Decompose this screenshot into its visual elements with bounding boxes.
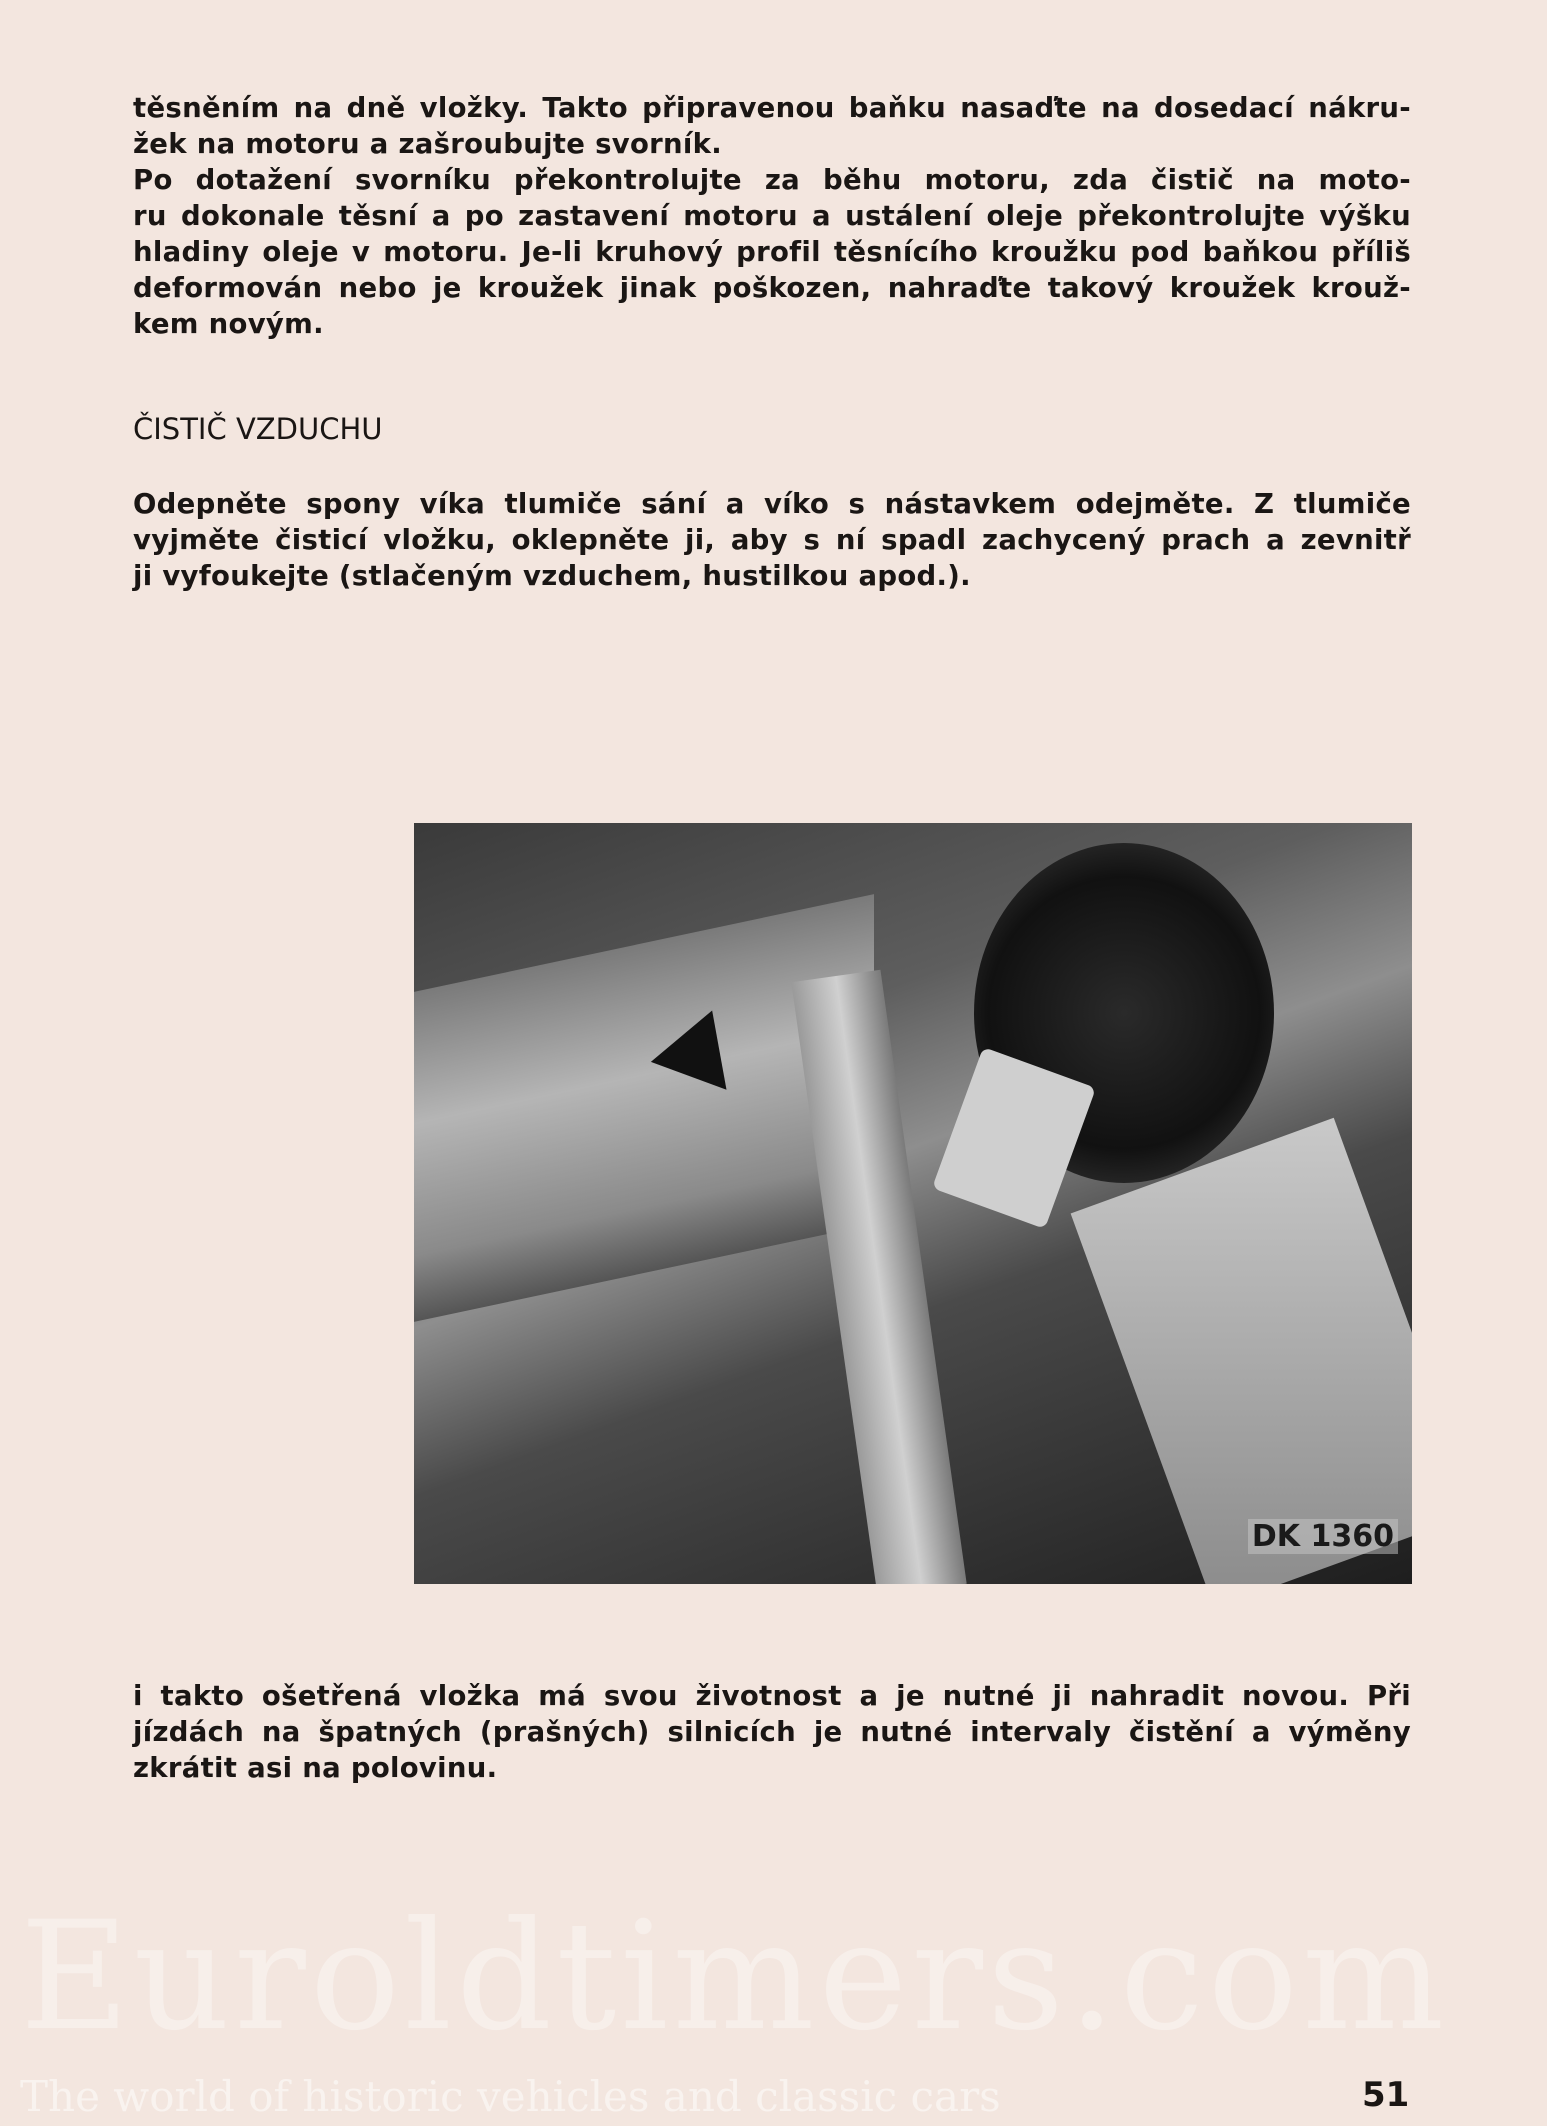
watermark-tagline: The world of historic vehicles and classic cars (20, 2072, 1001, 2121)
text-line: deformován nebo je kroužek jinak poškozen, nahraďte takový kroužek krouž- (133, 272, 1411, 304)
text-line: vyjměte čisticí vložku, oklepněte ji, aby s ní spadl zachycený prach a zevnitř (133, 524, 1411, 556)
text-line: Po dotažení svorníku překontrolujte za běhu motoru, zda čistič na moto- (133, 164, 1411, 196)
text-line: jízdách na špatných (prašných) silnicích je nutné intervaly čistění a výměny (133, 1716, 1411, 1748)
text-line: ru dokonale těsní a po zastavení motoru a ustálení oleje překontrolujte výšku (133, 200, 1411, 232)
intake-tube (791, 970, 966, 1584)
watermark-title: Euroldtimers.com (20, 1890, 1449, 2064)
text-line: hladiny oleje v motoru. Je-li kruhový profil těsnícího kroužku pod baňkou příliš (133, 236, 1411, 268)
paragraph-filter-life (133, 1678, 1411, 1786)
bracket (1071, 1118, 1412, 1584)
text-line: Odepněte spony víka tlumiče sání a víko s nástavkem odejměte. Z tlumiče (133, 488, 1411, 520)
section-heading: ČISTIČ VZDUCHU (133, 412, 383, 446)
text-line: kem novým. (133, 308, 324, 340)
paragraph-air-filter (133, 486, 1411, 594)
text-line: ji vyfoukejte (stlačeným vzduchem, hustilkou apod.). (133, 560, 971, 592)
paragraph-oil-filter (133, 90, 1411, 342)
air-filter-housing (414, 894, 874, 1322)
page-number: 51 (1362, 2075, 1410, 2115)
text-line: žek na motoru a zašroubujte svorník. (133, 128, 722, 160)
text-line: těsněním na dně vložky. Takto připravenou baňku nasaďte na dosedací nákru- (133, 92, 1411, 124)
text-line: zkrátit asi na polovinu. (133, 1752, 498, 1784)
text-line: i takto ošetřená vložka má svou životnost a je nutné ji nahradit novou. Při (133, 1680, 1411, 1712)
engine-photo (414, 823, 1412, 1584)
photo-label: DK 1360 (1248, 1519, 1398, 1554)
